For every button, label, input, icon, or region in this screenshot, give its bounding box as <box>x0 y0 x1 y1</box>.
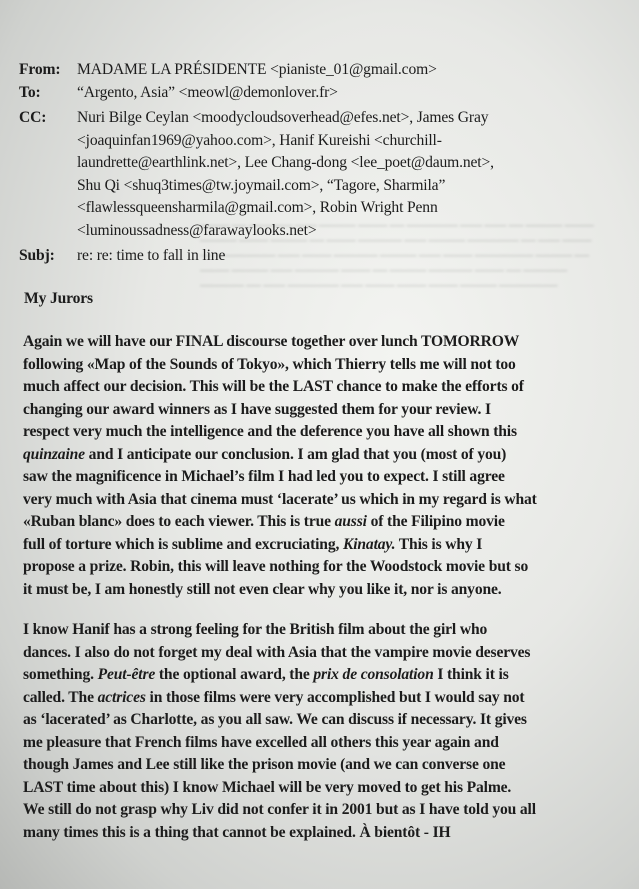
italic-phrase: actrices <box>97 688 146 706</box>
text-segment: changing our award winners as I have suggested them for your review. I <box>23 400 491 418</box>
text-line <box>23 331 635 354</box>
cc-label: CC: <box>19 109 47 126</box>
text-segment: We still do not grasp why Liv did not confer it in 2001 but as I have told you all <box>23 801 536 819</box>
text-line <box>23 444 635 467</box>
to-label: To: <box>19 84 41 101</box>
text-line <box>23 534 635 557</box>
text-segment: very much with Asia that cinema must ‘lacerate’ us which in my regard is what <box>23 490 537 508</box>
italic-phrase: Peut-être <box>97 666 156 684</box>
cc-line: <flawlessqueensharmila@gmail.com>, Robin Wright Penn <box>77 199 438 216</box>
text-segment: it must be, I am honestly still not even clear why you like it, nor is anyone. <box>23 581 502 599</box>
text-line <box>23 642 635 665</box>
text-line <box>23 466 635 489</box>
text-segment: many times this is a thing that cannot be explained. À bientôt - IH <box>23 823 451 841</box>
text-line <box>23 709 635 732</box>
text-segment: and I anticipate our conclusion. I am glad that you (most of you) <box>84 445 507 463</box>
text-segment: Again we will have our FINAL discourse together over lunch TOMORROW <box>23 333 520 350</box>
text-line <box>23 777 635 800</box>
text-line <box>23 489 635 512</box>
italic-phrase: Kinatay. <box>342 535 396 553</box>
paragraph-2 <box>23 619 635 844</box>
from-label: From: <box>19 61 61 78</box>
text-segment: «Ruban blanc» does to each viewer. This is true <box>23 513 335 531</box>
cc-line: <luminoussadness@farawaylooks.net> <box>77 221 317 239</box>
text-segment: as ‘lacerated’ as Charlotte, as you all saw. We can discuss if necessary. It gives <box>23 711 527 729</box>
italic-phrase: prix de consolation <box>313 666 434 684</box>
italic-phrase: aussi <box>334 513 367 531</box>
italic-phrase: quinzaine <box>23 445 85 463</box>
text-line <box>23 732 635 755</box>
text-segment: respect very much the intelligence and the deference you have all shown this <box>23 423 517 441</box>
from-value: MADAME LA PRÉSIDENTE <pianiste_01@gmail.com> <box>77 61 437 78</box>
text-segment: of the Filipino movie <box>366 513 505 531</box>
text-segment: LAST time about this) I know Michael will be very moved to get his Palme. <box>23 778 512 796</box>
subject-label: Subj: <box>19 247 55 264</box>
text-segment: in those films were very accomplished but I would say not <box>145 688 525 706</box>
text-line <box>23 511 635 534</box>
text-segment: the optional award, the <box>155 666 314 684</box>
text-line <box>23 556 635 579</box>
text-line <box>23 421 635 444</box>
text-line <box>23 354 635 377</box>
text-segment: much affect our decision. This will be the LAST chance to make the efforts of <box>23 378 524 396</box>
text-segment: full of torture which is sublime and excruciating, <box>23 535 343 553</box>
text-line <box>23 399 635 422</box>
to-value: “Argento, Asia” <meowl@demonlover.fr> <box>77 84 338 101</box>
text-segment: me pleasure that French films have excelled all others this year again and <box>23 733 499 751</box>
cc-value <box>77 107 625 242</box>
cc-line: <joaquinfan1969@yahoo.com>, Hanif Kureishi <churchill- <box>77 131 442 149</box>
salutation: My Jurors <box>24 290 93 307</box>
text-line <box>23 579 635 602</box>
text-segment: something. <box>23 666 98 684</box>
text-line <box>23 376 635 399</box>
text-line <box>23 619 635 642</box>
text-line <box>23 799 635 822</box>
cc-line: Nuri Bilge Ceylan <moodycloudsoverhead@efes.net>, James Gray <box>77 109 489 126</box>
text-segment: saw the magnificence in Michael’s film I had led you to expect. I still agree <box>23 468 505 486</box>
subject-value: re: re: time to fall in line <box>77 247 226 264</box>
cc-line: laundrette@earthlink.net>, Lee Chang-dong <lee_poet@daum.net>, <box>77 154 494 171</box>
text-line <box>23 754 635 777</box>
text-line <box>23 822 635 845</box>
text-segment: following «Map of the Sounds of Tokyo», which Thierry tells me will not too <box>23 355 516 373</box>
text-segment: though James and Lee still like the prison movie (and we can converse one <box>23 756 506 774</box>
text-segment: propose a prize. Robin, this will leave nothing for the Woodstock movie but so <box>23 558 529 576</box>
text-line <box>23 687 635 710</box>
text-segment: dances. I also do not forget my deal with Asia that the vampire movie deserves <box>23 643 531 661</box>
text-segment: called. The <box>23 688 98 706</box>
text-segment: I know Hanif has a strong feeling for the British film about the girl who <box>23 621 488 638</box>
paragraph-1 <box>23 331 635 602</box>
text-segment: I think it is <box>433 666 509 684</box>
text-segment: This is why I <box>395 535 483 553</box>
cc-line: Shu Qi <shuq3times@tw.joymail.com>, “Tagore, Sharmila” <box>77 176 446 194</box>
text-line <box>23 664 635 687</box>
show-through-text: ▁▁▁▁ ▁▁ ▁▁▁▁▁▁ ▁▁▁ ▁▁▁▁▁ ▁▁▁▁ ▁▁ ▁▁▁▁▁▁▁ ▁▁▁ ▁▁▁ ▁▁ ▁▁▁▁▁ ▁▁▁▁ ▁▁▁▁▁ ▁▁▁▁ ▁▁▁▁▁ ▁▁ ▁▁▁▁ ▁▁▁▁▁▁ ▁▁▁ ▁▁▁▁▁ ▁▁▁▁▁▁▁ ▁▁ ▁▁▁ ▁▁▁▁ ▁▁ ▁▁▁▁▁▁▁▁ ▁▁▁ ▁▁▁▁ ▁▁▁▁▁▁ ▁▁▁▁▁ ▁▁▁ ▁▁▁▁ ▁▁▁▁▁▁▁▁ ▁▁▁▁▁ ▁▁ ▁▁▁▁ ▁▁▁▁▁ ▁▁▁ ▁▁▁▁▁▁ ▁▁▁▁ ▁▁ ▁▁▁▁▁ ▁▁▁▁▁▁ ▁▁▁▁ ▁▁ ▁▁▁▁▁▁ ▁▁▁▁▁▁ ▁▁ ▁▁▁ ▁▁▁▁▁▁▁ ▁▁▁ ▁▁▁▁ ▁▁▁▁ ▁▁▁▁ ▁▁▁▁▁ ▁▁▁▁▁▁▁▁ <box>200 217 594 287</box>
